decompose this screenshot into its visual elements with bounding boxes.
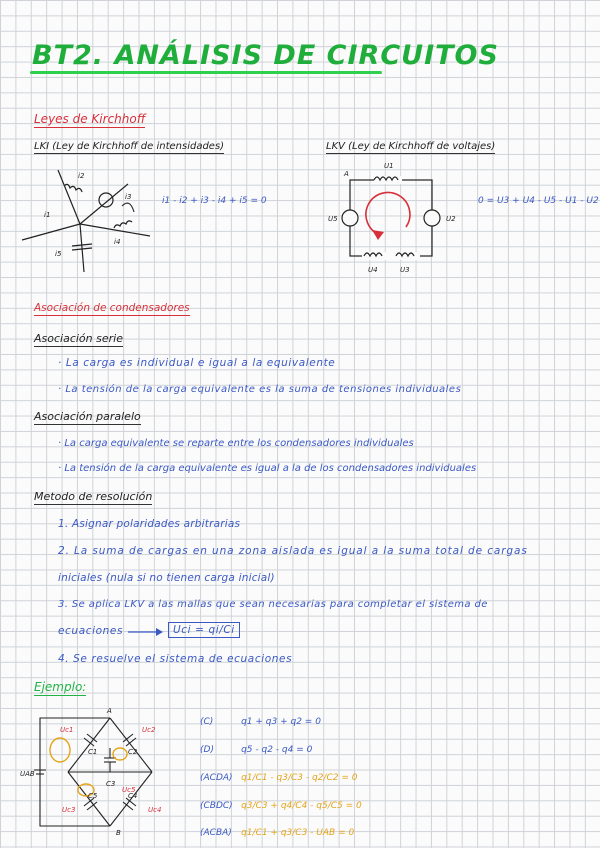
parallel-heading: Asociación paralelo bbox=[34, 410, 141, 423]
parallel-point-2: · La tensión de la carga equivalente es igual a la de los condensadores individuales bbox=[58, 463, 477, 474]
equation-text: q1/C1 + q3/C3 - UAB = 0 bbox=[241, 828, 355, 838]
lki-label-i3: i3 bbox=[125, 193, 132, 201]
example-label-uc3: Uc3 bbox=[62, 806, 76, 814]
example-label-uc2: Uc2 bbox=[142, 726, 156, 734]
example-label-uc5: Uc5 bbox=[122, 786, 136, 794]
method-step-1: 1. Asignar polaridades arbitrarias bbox=[58, 518, 241, 530]
equation-tag: (D) bbox=[200, 745, 214, 755]
example-label-c1: C1 bbox=[88, 748, 98, 756]
lkv-title: LKV (Ley de Kirchhoff de voltajes) bbox=[326, 141, 496, 152]
method-step-3: 3. Se aplica LKV a las mallas que sean necesarias para completar el sistema de bbox=[58, 599, 488, 610]
example-node-a: A bbox=[107, 707, 112, 715]
equation-text: q1/C1 - q3/C3 - q2/C2 = 0 bbox=[241, 773, 358, 783]
lki-label-i1: i1 bbox=[44, 211, 51, 219]
method-step-2: 2. La suma de cargas en una zona aislada es igual a la suma total de cargas bbox=[58, 545, 528, 557]
example-equation-row bbox=[200, 765, 357, 784]
example-label-c3: C3 bbox=[106, 780, 116, 788]
lkv-label-u5: U5 bbox=[328, 215, 338, 223]
kirchhoff-heading: Leyes de Kirchhoff bbox=[34, 112, 146, 126]
lki-label-i5: i5 bbox=[55, 250, 62, 258]
lki-equation: i1 - i2 + i3 - i4 + i5 = 0 bbox=[162, 196, 267, 206]
example-equation-row bbox=[200, 709, 321, 728]
lki-title: LKI (Ley de Kirchhoff de intensidades) bbox=[34, 141, 225, 152]
lki-label-i4: i4 bbox=[114, 238, 121, 246]
example-heading: Ejemplo: bbox=[34, 680, 87, 694]
example-label-uc4: Uc4 bbox=[148, 806, 162, 814]
lkv-equation: 0 = U3 + U4 - U5 - U1 - U2 bbox=[478, 196, 599, 206]
step-formula: Uci = qi/Ci bbox=[168, 622, 240, 638]
equation-tag: (C) bbox=[200, 717, 214, 727]
page-title: BT2. ANÁLISIS DE CIRCUITOS bbox=[32, 40, 499, 71]
capacitors-heading: Asociación de condensadores bbox=[34, 302, 190, 314]
lkv-label-u3: U3 bbox=[400, 266, 410, 274]
series-heading: Asociación serie bbox=[34, 332, 123, 345]
example-node-b: B bbox=[116, 829, 121, 837]
lkv-label-u1: U1 bbox=[384, 162, 394, 170]
example-equation-row bbox=[200, 793, 362, 812]
equation-tag: (ACDA) bbox=[200, 773, 233, 783]
example-label-uab: UAB bbox=[20, 770, 35, 778]
equation-tag: (ACBA) bbox=[200, 828, 232, 838]
equation-text: q1 + q3 + q2 = 0 bbox=[241, 717, 321, 727]
lki-label-i2: i2 bbox=[78, 172, 85, 180]
parallel-point-1: · La carga equivalente se reparte entre los condensadores individuales bbox=[58, 438, 414, 449]
lkv-label-u4: U4 bbox=[368, 266, 378, 274]
example-label-c5: C5 bbox=[88, 792, 98, 800]
equation-tag: (CBDC) bbox=[200, 801, 233, 811]
example-label-c2: C2 bbox=[128, 748, 138, 756]
method-step-2-cont: iniciales (nula si no tienen carga inicial) bbox=[58, 572, 275, 584]
example-equation-row bbox=[200, 820, 354, 839]
equation-text: q5 - q2 - q4 = 0 bbox=[241, 745, 313, 755]
method-heading: Metodo de resolución bbox=[34, 490, 153, 503]
lkv-node-a: A bbox=[344, 170, 349, 178]
equation-text: q3/C3 + q4/C4 - q5/C5 = 0 bbox=[241, 801, 362, 811]
lkv-label-u2: U2 bbox=[446, 215, 456, 223]
method-step-3-cont: ecuaciones bbox=[58, 625, 124, 637]
series-point-2: · La tensión de la carga equivalente es la suma de tensiones individuales bbox=[58, 384, 462, 395]
example-label-uc1: Uc1 bbox=[60, 726, 74, 734]
example-label-c4: C4 bbox=[128, 792, 138, 800]
series-point-1: · La carga es individual e igual a la equivalente bbox=[58, 357, 336, 369]
example-equation-row bbox=[200, 737, 312, 756]
method-step-4: 4. Se resuelve el sistema de ecuaciones bbox=[58, 653, 293, 665]
